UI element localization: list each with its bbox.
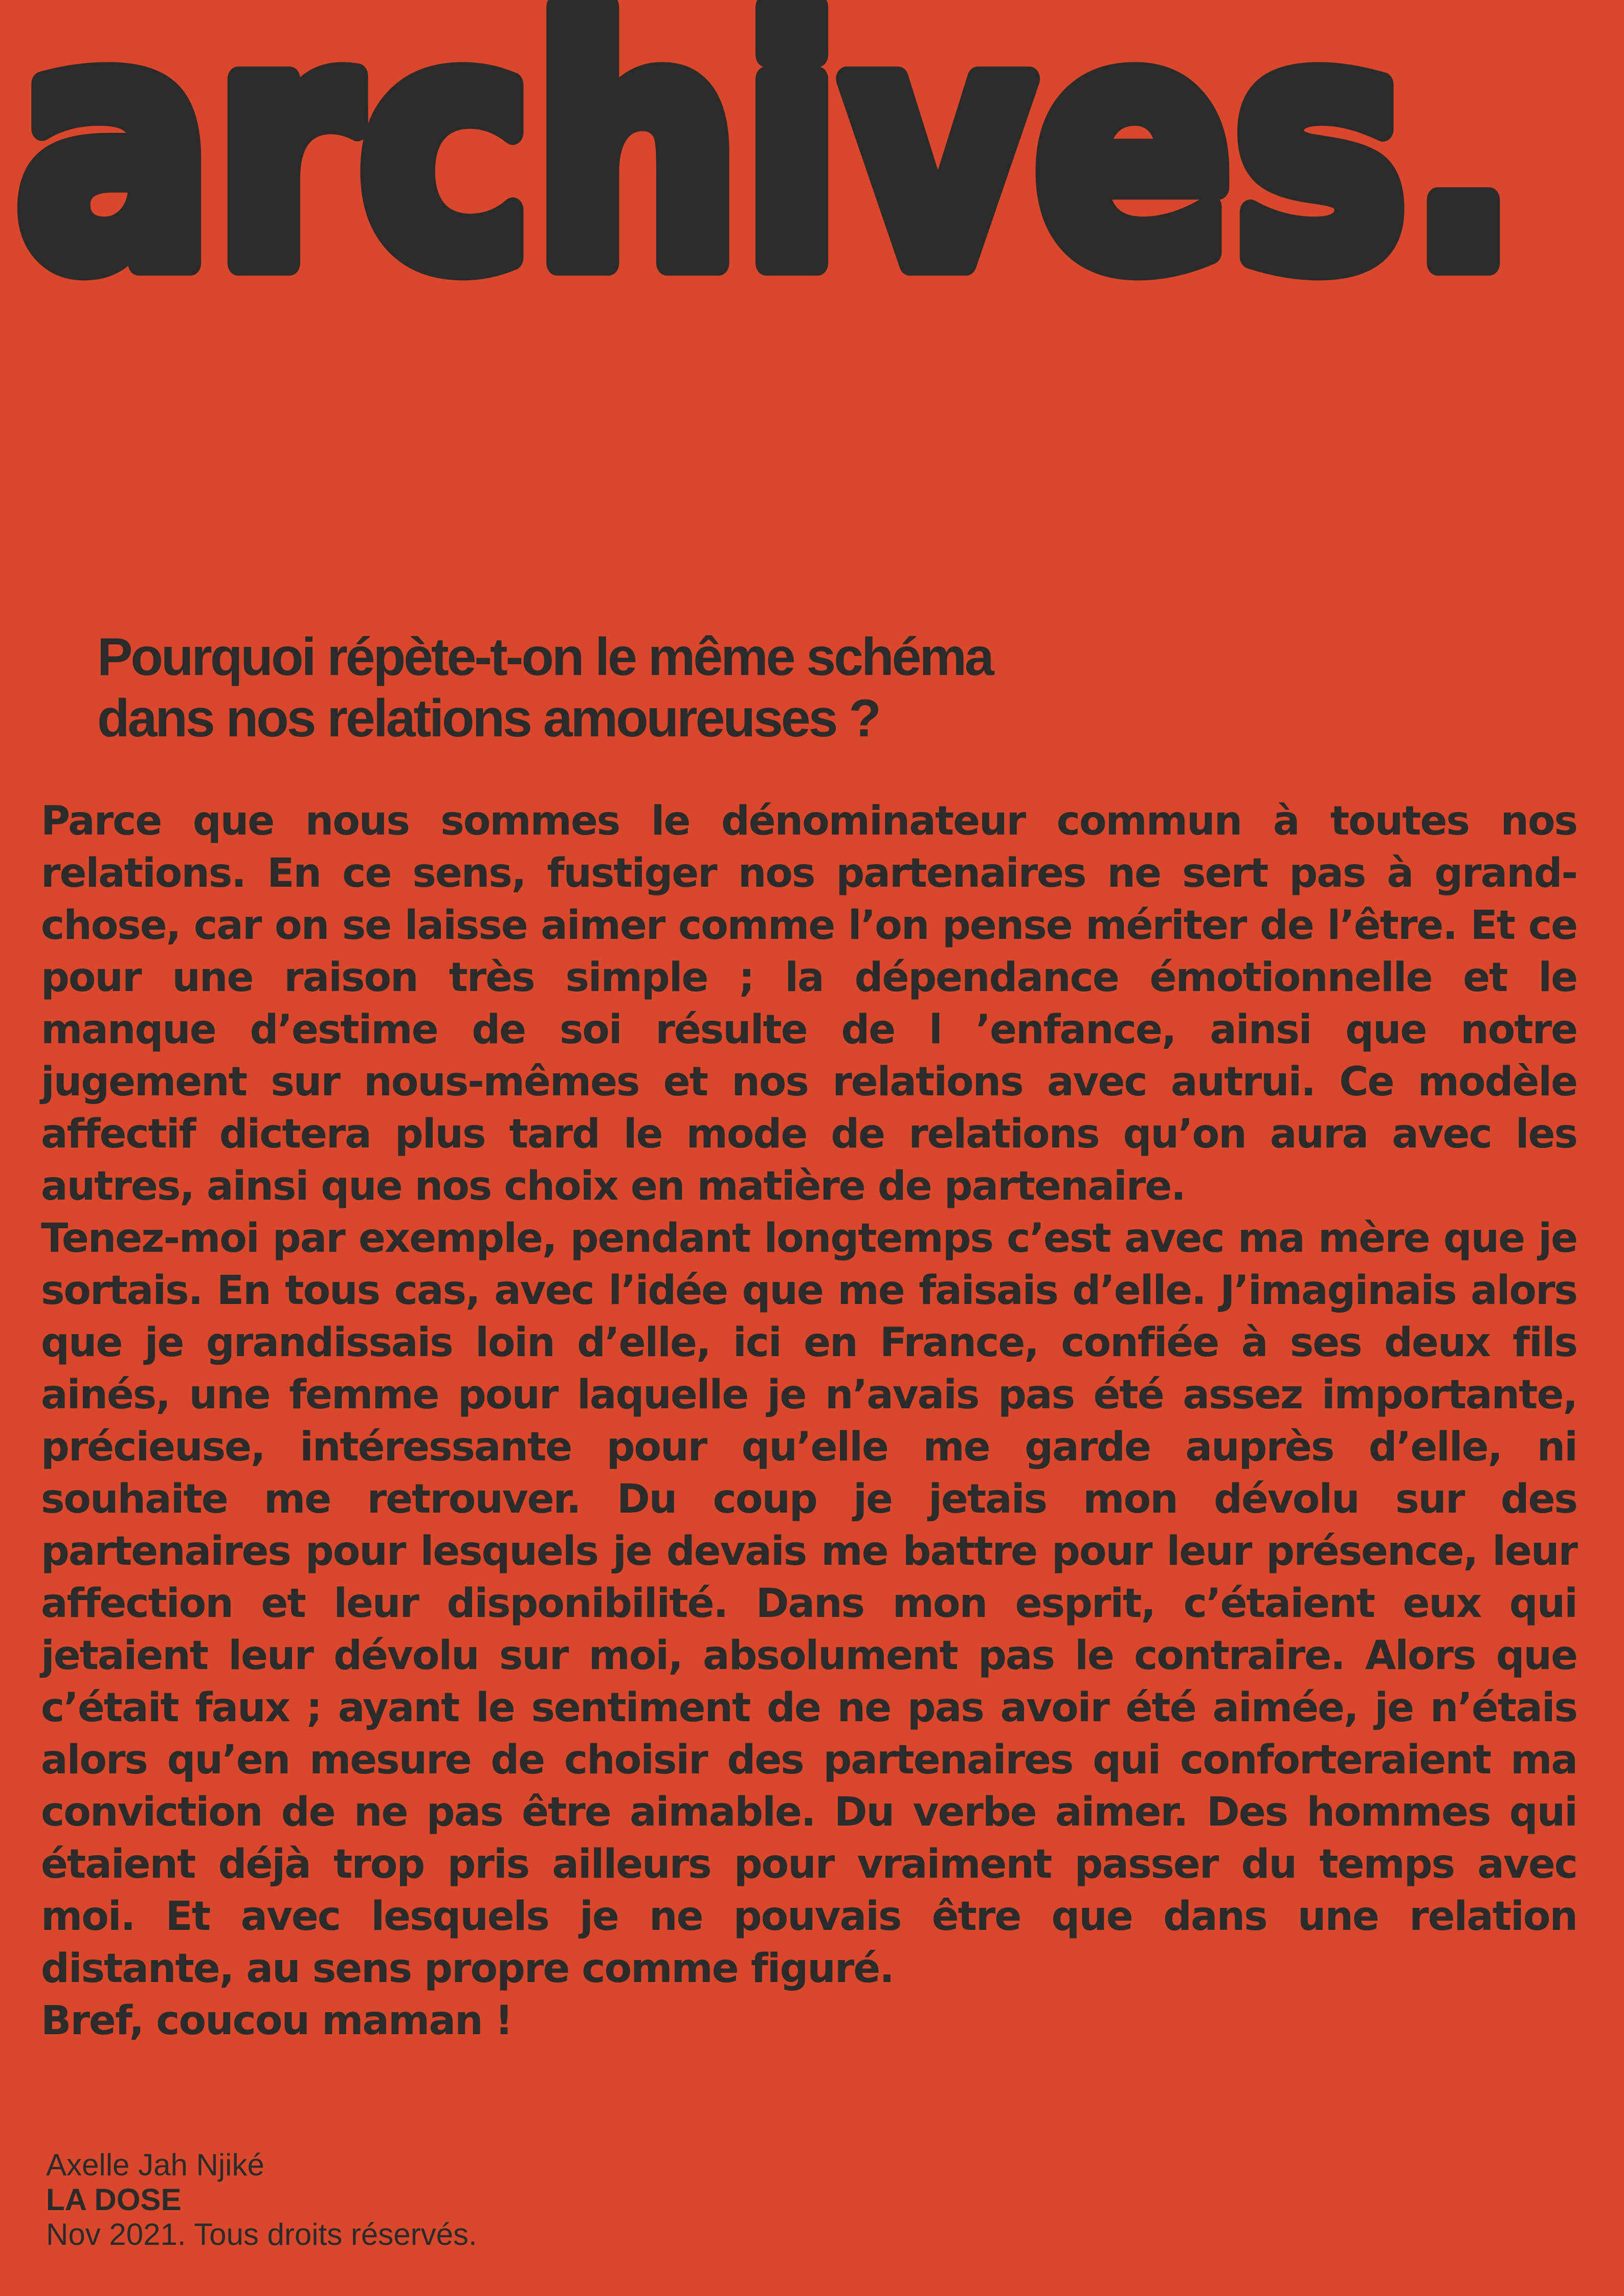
article-title-line-2: dans nos relations amoureuses ? <box>97 689 879 748</box>
author-name: Axelle Jah Njiké <box>46 2148 264 2182</box>
article-body <box>41 795 1577 2047</box>
article-title <box>97 626 1325 749</box>
publication-name: LA DOSE <box>46 2182 182 2217</box>
archives-logo <box>0 0 1624 327</box>
article-paragraph-3: Bref, coucou maman ! <box>41 1998 513 2044</box>
logo-text: archives. <box>15 0 1519 327</box>
article-paragraph-1: Parce que nous sommes le dénominateur commun à toutes nos relations. En ce sens, fustiger nos partenaires ne sert pas à grand-chose, car on se laisse aimer comme l’on pense mériter de l’être. Et ce pour une raison très simple ; la dépendance émotionnelle et le manque d’estime de soi résulte de l ’enfance, ainsi que notre jugement sur nous-mêmes et nos relations avec autrui. Ce modèle affectif dictera plus tard le mode de relations qu’on aura avec les autres, ainsi que nos choix en matière de partenaire. <box>41 798 1577 1209</box>
footer-signature <box>46 2148 477 2252</box>
date-rights: Nov 2021. Tous droits réservés. <box>46 2217 477 2252</box>
article-title-line-1: Pourquoi répète-t-on le même schéma <box>97 627 992 687</box>
article-paragraph-2: Tenez-moi par exemple, pendant longtemps c’est avec ma mère que je sortais. En tous cas, avec l’idée que me faisais d’elle. J’imaginais alors que je grandissais loin d’elle, ici en France, confiée à ses deux fils ainés, une femme pour laquelle je n’avais pas été assez importante, précieuse, intéressante pour qu’elle me garde auprès d’elle, ni souhaite me retrouver. Du coup je jetais mon dévolu sur des partenaires pour lesquels je devais me battre pour leur présence, leur affection et leur disponibilité. Dans mon esprit, c’étaient eux qui jetaient leur dévolu sur moi, absolument pas le contraire. Alors que c’était faux ; ayant le sentiment de ne pas avoir été aimée, je n’étais alors qu’en mesure de choisir des partenaires qui conforteraient ma conviction de ne pas être aimable. Du verbe aimer. Des hommes qui étaient déjà trop pris ailleurs pour vraiment passer du temps avec moi. Et avec lesquels je ne pouvais être que dans une relation distante, au sens propre comme figuré. <box>41 1215 1577 1992</box>
